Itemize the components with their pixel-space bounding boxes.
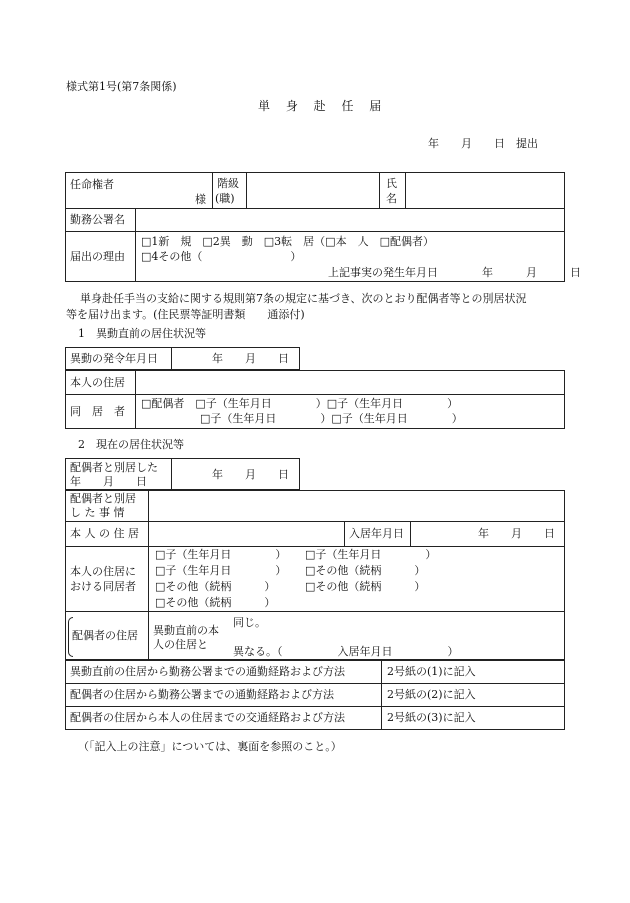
- intro-line-2: 等を届け出ます。(住民票等証明書類 通添付): [66, 308, 305, 321]
- cohabitant-row-1[interactable]: □配偶者 □子（生年月日 ）□子（生年月日 ）: [141, 397, 459, 410]
- current-cohabitant-1b[interactable]: □子（生年月日 ）: [305, 548, 437, 561]
- section2-heading: 2 現在の居住状況等: [78, 438, 184, 451]
- route-1-note: 2号紙の(1)に記入: [387, 665, 476, 678]
- current-cohabitant-3b[interactable]: □その他（続柄 ）: [305, 580, 426, 593]
- separation-reason-label: 配偶者と別居: [70, 492, 136, 505]
- route-2-note: 2号紙の(2)に記入: [387, 688, 476, 701]
- move-in-label: 入居年月日: [349, 527, 404, 540]
- order-date-label: 異動の発令年月日: [70, 352, 158, 365]
- current-cohabitant-3a[interactable]: □その他（続柄 ）: [155, 580, 276, 593]
- route-3-note: 2号紙の(3)に記入: [387, 711, 476, 724]
- spouse-prev-label: 異動直前の本: [153, 624, 219, 637]
- name-label-2: 名: [386, 192, 397, 205]
- section1-heading: 1 異動直前の居住状況等: [78, 327, 206, 340]
- cohabitant-label: 同 居 者: [70, 405, 125, 418]
- rank-sublabel: (職): [215, 192, 235, 205]
- cohabitant-row-2[interactable]: □子（生年月日 ）□子（生年月日 ）: [200, 412, 463, 425]
- name-label: 氏: [386, 177, 397, 190]
- appointer-honorific: 様: [195, 193, 206, 206]
- residence-label: 本人の住居: [70, 376, 125, 389]
- separation-date-label-2: 年 月 日: [70, 475, 147, 488]
- reason-other[interactable]: □4その他（ ）: [141, 250, 302, 263]
- spouse-different-option[interactable]: 異なる。（ 入居年月日 ）: [233, 645, 459, 658]
- occurrence-date: 上記事実の発生年月日 年 月 日: [328, 266, 581, 279]
- current-residence-label: 本 人 の 住 居: [70, 527, 139, 540]
- route-3-label: 配偶者の住居から本人の住居までの交通経路および方法: [70, 711, 345, 724]
- current-cohabitant-2a[interactable]: □子（生年月日 ）: [155, 564, 287, 577]
- spouse-prev-label-2: 人の住居と: [153, 638, 208, 651]
- reason-label: 届出の理由: [70, 250, 125, 263]
- move-in-value[interactable]: 年 月 日: [478, 527, 555, 540]
- intro-line-1: 単身赴任手当の支給に関する規則第7条の規定に基づき、次のとおり配偶者等との別居状況: [80, 292, 527, 305]
- current-cohabitant-label-2: おける同居者: [70, 580, 136, 593]
- form-number: 様式第1号(第7条関係): [66, 80, 177, 93]
- separation-date-label: 配偶者と別居した: [70, 461, 158, 474]
- appointer-label: 任命権者: [70, 178, 114, 191]
- office-label: 勤務公署名: [70, 213, 125, 226]
- current-cohabitant-4a[interactable]: □その他（続柄 ）: [155, 596, 276, 609]
- order-date-value[interactable]: 年 月 日: [212, 352, 289, 365]
- rank-label: 階級: [217, 177, 239, 190]
- current-cohabitant-label: 本人の住居に: [70, 565, 136, 578]
- spouse-residence-label: 配偶者の住居: [72, 629, 138, 642]
- footer-note: （「記入上の注意」については、裏面を参照のこと。）: [78, 740, 342, 753]
- route-2-label: 配偶者の住居から勤務公署までの通勤経路および方法: [70, 688, 334, 701]
- reason-options[interactable]: □1新 規 □2異 動 □3転 居（□本 人 □配偶者）: [141, 235, 434, 248]
- separation-date-value[interactable]: 年 月 日: [212, 468, 289, 481]
- route-1-label: 異動直前の住居から勤務公署までの通勤経路および方法: [70, 665, 345, 678]
- current-cohabitant-2b[interactable]: □その他（続柄 ）: [305, 564, 426, 577]
- form-title: 単 身 赴 任 届: [258, 99, 388, 113]
- separation-reason-label-2: し た 事 情: [70, 506, 125, 519]
- submission-date: 年 月 日 提出: [428, 137, 538, 150]
- current-cohabitant-1a[interactable]: □子（生年月日 ）: [155, 548, 287, 561]
- spouse-same-option[interactable]: 同じ。: [233, 616, 266, 629]
